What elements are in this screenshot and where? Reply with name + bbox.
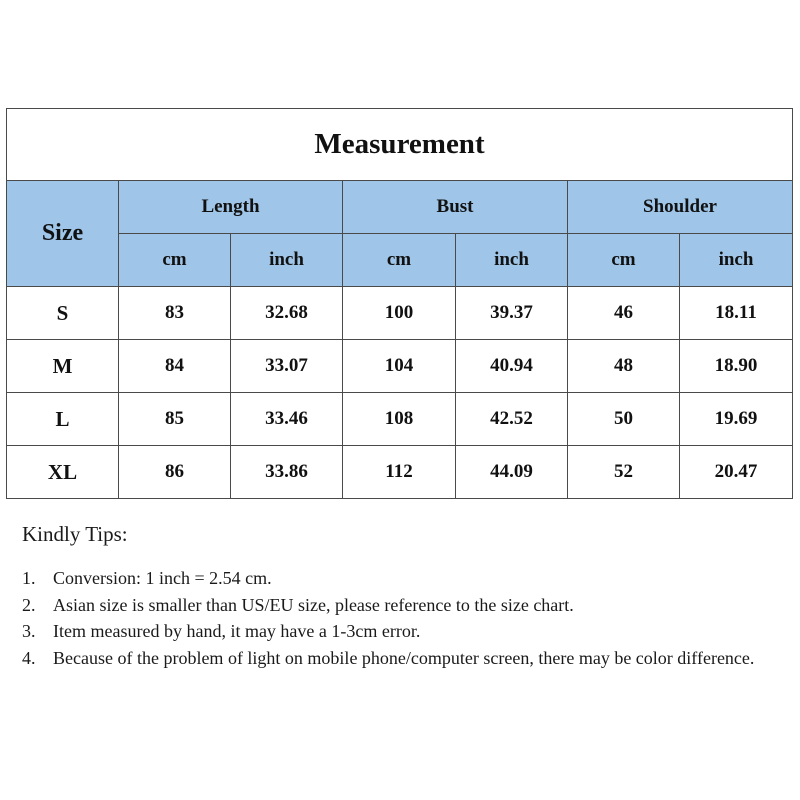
table-cell: 100	[343, 287, 456, 340]
table-cell: 52	[568, 446, 680, 499]
unit-header: cm	[568, 234, 680, 287]
tip-number: 1.	[22, 568, 36, 588]
table-title: Measurement	[7, 109, 793, 181]
size-cell: M	[7, 340, 119, 393]
table-cell: 33.07	[231, 340, 343, 393]
table-cell: 104	[343, 340, 456, 393]
size-cell: S	[7, 287, 119, 340]
table-cell: 18.90	[680, 340, 793, 393]
table-cell: 33.86	[231, 446, 343, 499]
table-cell: 112	[343, 446, 456, 499]
table-cell: 84	[119, 340, 231, 393]
tips-list	[22, 565, 782, 671]
table-cell: 44.09	[456, 446, 568, 499]
table-row	[7, 287, 793, 340]
table-cell: 33.46	[231, 393, 343, 446]
tip-number: 4.	[22, 647, 36, 668]
unit-header: cm	[119, 234, 231, 287]
tip-text: Because of the problem of light on mobile phone/computer screen, there may be color difference.	[53, 647, 755, 668]
size-cell: L	[7, 393, 119, 446]
table-cell: 46	[568, 287, 680, 340]
size-column-header: Size	[7, 181, 119, 287]
table-cell: 20.47	[680, 446, 793, 499]
tip-item	[22, 592, 782, 619]
length-group-header: Length	[119, 181, 343, 234]
table-cell: 85	[119, 393, 231, 446]
tip-number: 2.	[22, 594, 36, 615]
unit-header: inch	[680, 234, 793, 287]
table-cell: 108	[343, 393, 456, 446]
table-cell: 50	[568, 393, 680, 446]
table-cell: 40.94	[456, 340, 568, 393]
table-cell: 18.11	[680, 287, 793, 340]
table-cell: 19.69	[680, 393, 793, 446]
tip-item	[22, 645, 782, 672]
tip-item	[22, 618, 782, 645]
tip-text: Conversion: 1 inch = 2.54 cm.	[53, 568, 272, 588]
tip-text: Item measured by hand, it may have a 1-3cm error.	[53, 621, 421, 641]
tip-text: Asian size is smaller than US/EU size, please reference to the size chart.	[53, 594, 574, 615]
size-chart-table	[6, 108, 793, 499]
unit-header: inch	[456, 234, 568, 287]
unit-header: cm	[343, 234, 456, 287]
unit-header: inch	[231, 234, 343, 287]
table-row	[7, 393, 793, 446]
table-row	[7, 340, 793, 393]
kindly-tips	[22, 522, 782, 671]
table-cell: 32.68	[231, 287, 343, 340]
tip-number: 3.	[22, 621, 36, 641]
tips-title: Kindly Tips:	[22, 522, 128, 546]
table-cell: 39.37	[456, 287, 568, 340]
table-cell: 83	[119, 287, 231, 340]
table-cell: 48	[568, 340, 680, 393]
size-cell: XL	[7, 446, 119, 499]
shoulder-group-header: Shoulder	[568, 181, 793, 234]
table-row	[7, 446, 793, 499]
tip-item	[22, 565, 782, 592]
table-cell: 42.52	[456, 393, 568, 446]
table-cell: 86	[119, 446, 231, 499]
bust-group-header: Bust	[343, 181, 568, 234]
